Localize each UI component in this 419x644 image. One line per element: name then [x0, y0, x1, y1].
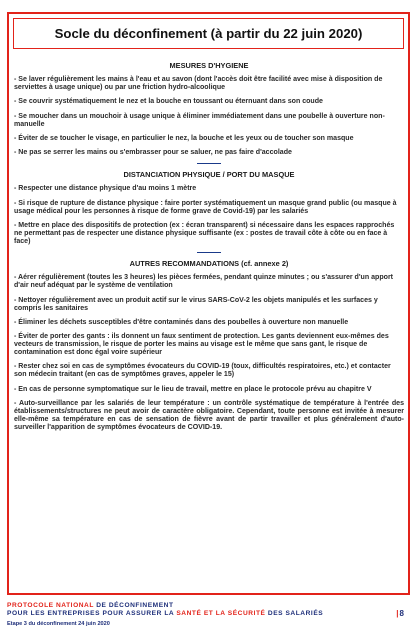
hygiene-item: - Se laver régulièrement les mains à l'eau et au savon (dont l'accès doit être facilité avec mise à disposition de serviettes à usage unique) ou par une friction hydro-alcoolique — [14, 76, 383, 92]
hygiene-item: - Se moucher dans un mouchoir à usage unique à éliminer immédiatement dans une poubelle à ouverture non-manuelle — [14, 112, 385, 128]
document-body — [14, 62, 404, 438]
hygiene-item: - Éviter de se toucher le visage, en particulier le nez, la bouche et les yeux ou de toucher son masque — [14, 134, 354, 142]
distancing-item: - Si risque de rupture de distance physique : faire porter systématiquement un masque grand public (ou masque à usage médical pour les personnes à risque de forme grave de Covid-19) par les salariés — [14, 199, 397, 215]
recommendation-item: - Éliminer les déchets susceptibles d'être contaminés dans des poubelles à ouverture non manuelle — [14, 318, 349, 326]
footer-line-1 — [7, 602, 410, 610]
footer-deconfinement-label: DE DÉCONFINEMENT — [93, 602, 174, 609]
page-footer — [7, 602, 410, 627]
recommendation-item: - Éviter de porter des gants : ils donnent un faux sentiment de protection. Les gants deviennent eux-mêmes des vecteurs de transmission, le risque de porter les mains au visage est le même que sans gant, le risque de contamination est donc égal voire supérieur — [14, 333, 389, 357]
page-title-text: Socle du déconfinement (à partir du 22 juin 2020) — [54, 26, 363, 41]
recommendation-item: - Rester chez soi en cas de symptômes évocateurs du COVID-19 (toux, difficultés respiratoires, etc.) et contacter son médecin traitant (en cas de symptômes graves, appeler le 15) — [14, 363, 391, 379]
recommendation-item: - Auto-surveillance par les salariés de leur température : un contrôle systématique de température à l'entrée des établissements/structures ne peut avoir de caractère obligatoire. Cependant, toute personne est invitée à mesurer elle-même sa température en cas de sensation de fièvre avant de partir travailler et plus généralement d'auto-surveiller l'apparition de symptômes évocateurs de COVID-19. — [14, 399, 404, 432]
section-separator — [197, 163, 221, 164]
page-number-value: 8 — [399, 609, 404, 618]
footer-protocol-label: PROTOCOLE NATIONAL — [7, 602, 94, 609]
section-separator — [197, 252, 221, 253]
recommendation-item: - Nettoyer régulièrement avec un produit actif sur le virus SARS-CoV-2 les objets manipulés et les surfaces y compris les sanitaires — [14, 296, 378, 312]
footer-health-safety-label: SANTÉ ET LA SÉCURITÉ — [176, 610, 266, 617]
page-title — [13, 18, 404, 49]
footer-employees-label: DES SALARIÉS — [265, 610, 324, 617]
page-number — [396, 609, 404, 618]
section-heading-hygiene: MESURES D'HYGIENE — [169, 61, 249, 70]
footer-line-2 — [7, 610, 410, 618]
footer-date-line: Etape 3 du déconfinement 24 juin 2020 — [7, 621, 110, 627]
hygiene-item: - Se couvrir systématiquement le nez et la bouche en toussant ou éternuant dans son coude — [14, 98, 323, 106]
section-heading-recommendations: AUTRES RECOMMANDATIONS (cf. annexe 2) — [129, 259, 289, 269]
page-number-separator: | — [396, 609, 399, 618]
distancing-item: - Mettre en place des dispositifs de protection (ex : écran transparent) si nécessaire dans les espaces rapprochés ne permettant pas de respecter une distance physique suffisante (ex : postes de travail côte à côte ou en face à face) — [14, 221, 395, 245]
distancing-item: - Respecter une distance physique d'au moins 1 mètre — [14, 185, 197, 193]
footer-enterprise-label: POUR LES ENTREPRISES POUR ASSURER LA — [7, 610, 177, 617]
section-heading-distancing: DISTANCIATION PHYSIQUE / PORT DU MASQUE — [123, 170, 295, 180]
recommendation-item: - En cas de personne symptomatique sur le lieu de travail, mettre en place le protocole prévu au chapitre V — [14, 385, 372, 393]
recommendation-item: - Aérer régulièrement (toutes les 3 heures) les pièces fermées, pendant quinze minutes ; ou s'assurer d'un apport d'air neuf adéquat par le système de ventilation — [14, 274, 394, 290]
hygiene-item: - Ne pas se serrer les mains ou s'embrasser pour se saluer, ne pas faire d'accolade — [14, 149, 292, 157]
